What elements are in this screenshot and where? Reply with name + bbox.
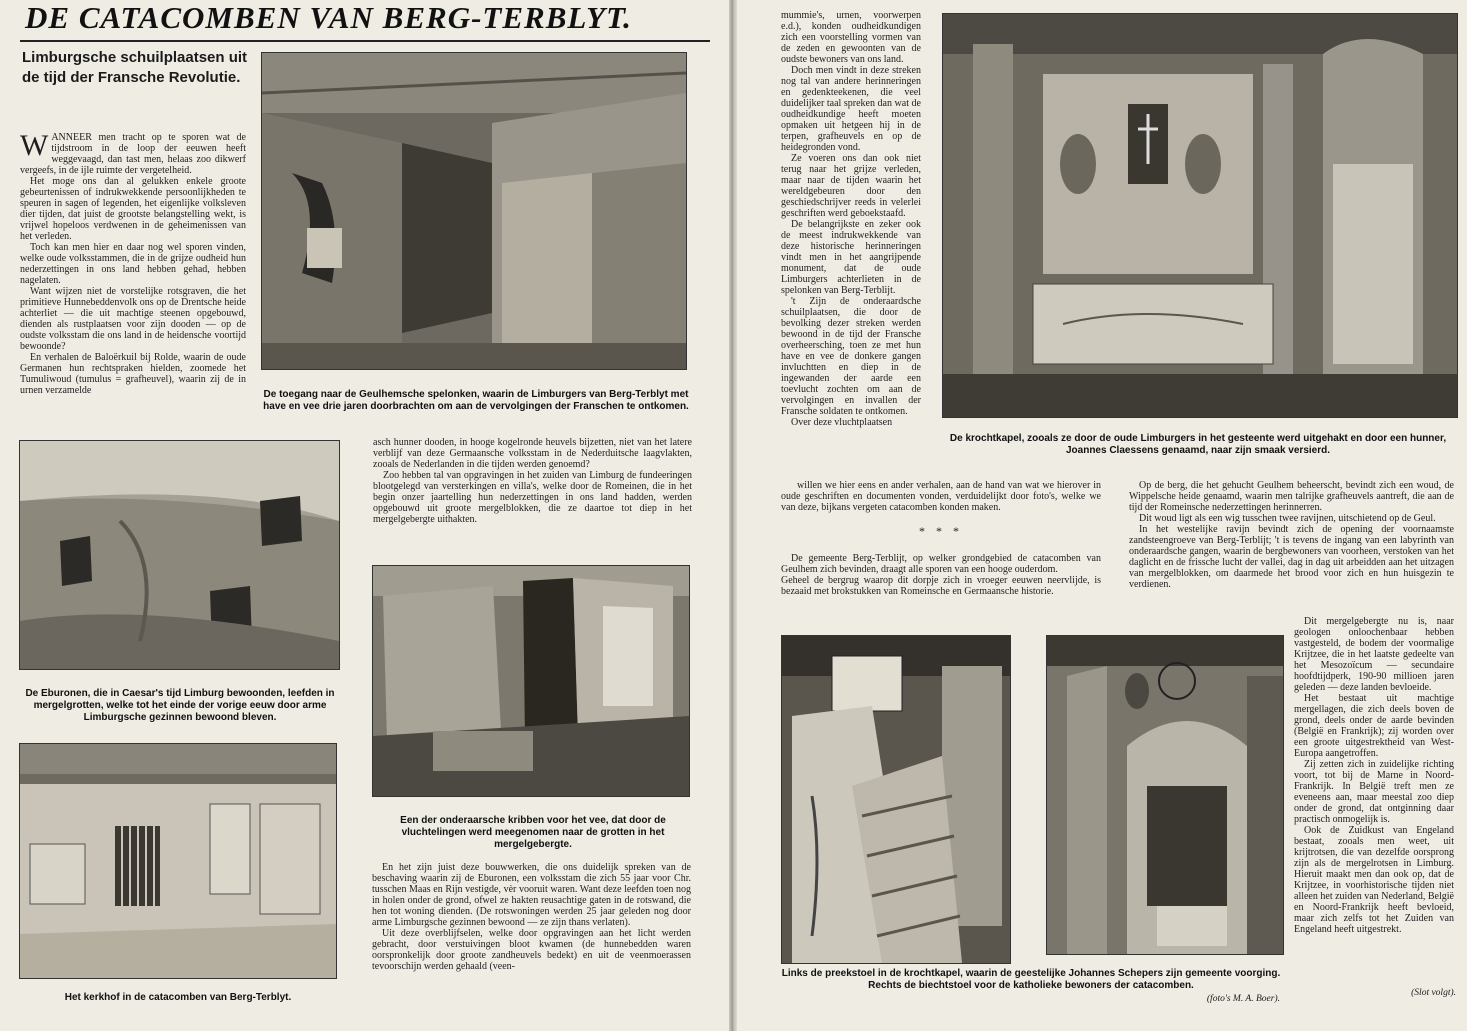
right-paragraph: Ze voeren ons dan ook niet terug naar het grijze verleden, maar naar de tijden waarin het wereldgebeuren door den geschiedschrijver reeds in velerlei geschriften werd geboekstaafd. xyxy=(781,153,921,219)
right-narrow-column xyxy=(781,10,921,475)
caption-photo1: De toegang naar de Geulhemsche spelonken, waarin de Limburgers van Berg-Terblyt met have en vee drie jaren doorbrachten om aan de vervolgingen der Franschen te ontkomen. xyxy=(263,389,689,412)
caption-photo2: De Eburonen, die in Caesar's tijd Limburg bewoonden, leefden in mergelgrotten, welke tot het einde der vorige eeuw door arme Limburgsche gezinnen bewoond bleven. xyxy=(25,688,335,723)
photo-pulpit xyxy=(781,635,1011,964)
caption-photo4: Het kerkhof in de catacomben van Berg-Terblyt. xyxy=(64,992,292,1003)
right-paragraph: De belangrijkste en zeker ook de meest indrukwekkende van deze historische herinneringen vindt men in het aangrijpende monument, dat de oude Limburgers achterlieten in de spelonken van Berg-Terblijt. xyxy=(781,219,921,296)
intro-paragraph: Het moge ons dan al gelukken enkele groote gebeurtenissen of indrukwekkende persoonlijkheden te speuren in sagen of legenden, het eigenlijke volksleven dier tijden, dat juist de grootste belangstelling wekt, is vrijwel hopeloos verdwenen in de geheimenissen van het verleden. xyxy=(20,176,246,242)
right-paragraph: Over deze vluchtplaatsen xyxy=(791,417,893,428)
photo-cemetery xyxy=(19,743,337,979)
photo-cave-entrance xyxy=(261,52,687,370)
intro-paragraph: En verhalen de Baloërkuil bij Rolde, waarin de oude Germanen hun rechtspraken hielden, zoomede het Tumuliwoud (tumulus = grafheuvel), waarin zij de in urnen verzamelde xyxy=(20,352,246,396)
right-paragraph: Zij zetten zich in zuidelijke richting voort, tot bij de Marne in Noord-Frankrijk. In België treft men ze eveneens aan, maar meestal zoo diep onder de grond, dat ontginning daar practisch onmogelijk is. xyxy=(1294,759,1454,825)
article-title: DE CATACOMBEN VAN BERG-TERBLYT. xyxy=(25,0,632,35)
photo-confessional xyxy=(1046,635,1284,955)
intro-paragraph: Toch kan men hier en daar nog wel sporen vinden, welke oude volksstammen, die in de grijze oudheid hun nederzettingen in ons land hebben gehad, hebben nagelaten. xyxy=(20,242,246,286)
photo-credit: (foto's M. A. Boer). xyxy=(1206,994,1280,1004)
right-paragraph: In het westelijke ravijn bevindt zich de opening der voornaamste zandsteengroeve van Berg-Terblijt; 't is tevens de ingang van een labyrinth van onderaardsche gangen, waarin de bergbewoners van voorheen, verstoken van het daglicht en de frissche lucht der vallei, dag in dag uit arbeidden aan het uitzagen van mergelblokken, om daarmede het brood voor zich en hun huisgezin te verdienen. xyxy=(1129,524,1454,590)
intro-paragraph: Want wijzen niet de vorstelijke rotsgraven, die het primitieve Hunnebeddenvolk ons op de Drentsche heide achterliet — die uit machtige steenen opgebouwd, dienden als rustplaatsen voor zijn dooden — op de oudste volksstam die ons land in de heidensche voortijd bewoonde? xyxy=(20,286,246,352)
slot-volgt: (Slot volgt). xyxy=(1411,988,1456,998)
right-paragraph: De gemeente Berg-Terblijt, op welker grondgebied de catacomben van Geulhem zich bevinden, draagt alle sporen van een hooge ouderdom. xyxy=(781,553,1101,575)
title-rule xyxy=(20,40,710,42)
intro-column xyxy=(20,132,246,432)
section-divider: * * * xyxy=(919,524,963,538)
page-gutter xyxy=(729,0,737,1031)
caption-photo5: De krochtkapel, zooals ze door de oude Limburgers in het gesteente werd uitgehakt en door een hunner, Joannes Claessens genaamd, naar zijn smaak versierd. xyxy=(949,433,1447,456)
right-paragraph: Het bestaat uit machtige mergellagen, die zich deels boven de grond, deels onder de aarde bevinden (België en Frankrijk); zij worden over een groote uitgestrektheid van West-Europa aangetroffen. xyxy=(1294,693,1454,759)
right-paragraph: Geheel de bergrug waarop dit dorpje zich in vroeger eeuwen neervlijde, is bezaaid met brokstukken van Romeinsche en Germaansche historie. xyxy=(781,575,1101,597)
dropcap: W xyxy=(20,132,49,162)
right-paragraph: 't Zijn de onderaardsche schuilplaatsen, die door de bevolking dezer streken werden bewoond in de tijd der Fransche overheersching, toen ze met hun have en vee de donkere gangen invluchtten en diep in de ingewanden der aarde een toevlucht zochten om aan de vervolgingen en invallen der Fransche soldaten te ontkomen. xyxy=(781,296,921,417)
right-paragraph: Dit woud ligt als een wig tusschen twee ravijnen, uitschietend op de Geul. xyxy=(1139,513,1436,524)
middle-column-bottom xyxy=(372,862,691,1012)
middle-paragraph: asch hunner dooden, in hooge kogelronde heuvels bijzetten, niet van het latere verblijf van deze Germaansche volksstam in de Nederduitsche laagvlakten, zooals de Nederlanden in die tijden werden genoemd? xyxy=(373,437,692,470)
photo-cattle-cribs xyxy=(372,565,690,797)
right-paragraph: Doch men vindt in deze streken nog tal van andere herinneringen en gedenkteekenen, die veel duidelijker taal spreken dan wat de oudheidkundige heeft moeten opmaken uit hetgeen hij in de terpen, grafheuvels en op de heidegronden vond. xyxy=(781,65,921,153)
caption-photo67: Links de preekstoel in de krochtkapel, waarin de geestelijke Johannes Schepers zijn gemeente voorging. Rechts de biechtstoel voor de katholieke bewoners der catacomben. xyxy=(781,968,1281,991)
intro-paragraph: de tijdstroom in de loop der eeuwen heeft weggevaagd, dan tast men, helaas zoo dikwerf vergeefs, in de ijle ruimte der vergetelheid. xyxy=(20,132,246,176)
right-wide-text xyxy=(781,480,1101,524)
right-paragraph: mummie's, urnen, voorwerpen e.d.), konden oudheidkundigen zich een voorstelling vormen van de zeden en gewoonten van de oudste bewoners van ons land. xyxy=(781,10,921,65)
right-narrow-column-2 xyxy=(1294,616,1454,988)
caption-photo3: Een der onderaarsche kribben voor het vee, dat door de vluchtelingen werd meegenomen naar de grotten in het mergelgebergte. xyxy=(400,815,666,850)
middle-paragraph: Zoo hebben tal van opgravingen in het zuiden van Limburg de fundeeringen blootgelegd van versterkingen en villa's, welke door de Romeinen, die in het begin onzer jaartelling hun nederzettingen in ons land hadden, werden opgebouwd uit groote mergelblokken, die ze daartoe tot diep in het mergelgebergte uithakten. xyxy=(373,470,692,525)
photo-eburonen-caves xyxy=(19,440,340,670)
right-paragraph: Ook de Zuidkust van Engeland bestaat, zooals men weet, uit krijtrotsen, die van dezelfde oorsprong zijn als de mergelrotsen in Limburg. Hieruit maakt men dan ook op, dat de Krijtzee, in voorhistorische tijden niet alleen het zuiden van Nederland, België en Noord-Frankrijk heeft bevloeid, maar zich zelfs tot het Zuiden van Engeland heeft uitgestrekt. xyxy=(1294,825,1454,935)
right-column-b xyxy=(1129,480,1454,616)
middle-column-top xyxy=(373,437,692,547)
intro-first-line: ANNEER men tracht op te sporen wat xyxy=(51,132,230,143)
middle-paragraph: Uit deze overblijfselen, welke door opgravingen aan het licht werden gebracht, door verstuivingen bloot kwamen (de hunnebedden waren oorspronkelijk door groote zandheuvels bedekt) en uit de veenmoerassen tevoorschijn werden gehaald (veen- xyxy=(372,928,691,972)
middle-paragraph: En het zijn juist deze bouwwerken, die ons duidelijk spreken van de beschaving waarin zij de Eburonen, een volksstam die zich 55 jaar voor Chr. tusschen Maas en Rijn vestigde, vèr vooruit waren. Want deze leefden toen nog in holen onder de grond, ofwel ze hakten reusachtige gaten in de rotswand, die hen tot woning dienden. (De rotswoningen werden 25 jaar geleden nog door arme Limburgsche gezinnen bewoond — ze zijn thans verlaten). xyxy=(372,862,691,928)
article-subtitle: Limburgsche schuilplaatsen uit de tijd der Fransche Revolutie. xyxy=(22,49,248,86)
right-paragraph: Op de berg, die het gehucht Geulhem beheerscht, bevindt zich een woud, de Wippelsche heide genaamd, waarin men talrijke grafheuvels aantreft, die aan de tijd der Romeinsche nederzettingen herinnerren. xyxy=(1129,480,1454,513)
right-paragraph: Dit mergelgebergte nu is, naar geologen onloochenbaar hebben vastgesteld, de bodem der voormalige Krijtzee, die in het laatste gedeelte van het Mesozoïcum — secundaire hoofdtijdperk, 190-90 millioen jaren geleden — deze landen bevloeide. xyxy=(1294,616,1454,693)
photo-crypt-chapel xyxy=(942,13,1458,418)
right-paragraph: willen we hier eens en ander verhalen, aan de hand van wat we hierover in oude geschriften en documenten vonden, verduidelijkt door foto's, welke we van deze, bijkans vergeten catacomben konden maken. xyxy=(781,480,1101,513)
right-wide-text-2 xyxy=(781,553,1101,613)
